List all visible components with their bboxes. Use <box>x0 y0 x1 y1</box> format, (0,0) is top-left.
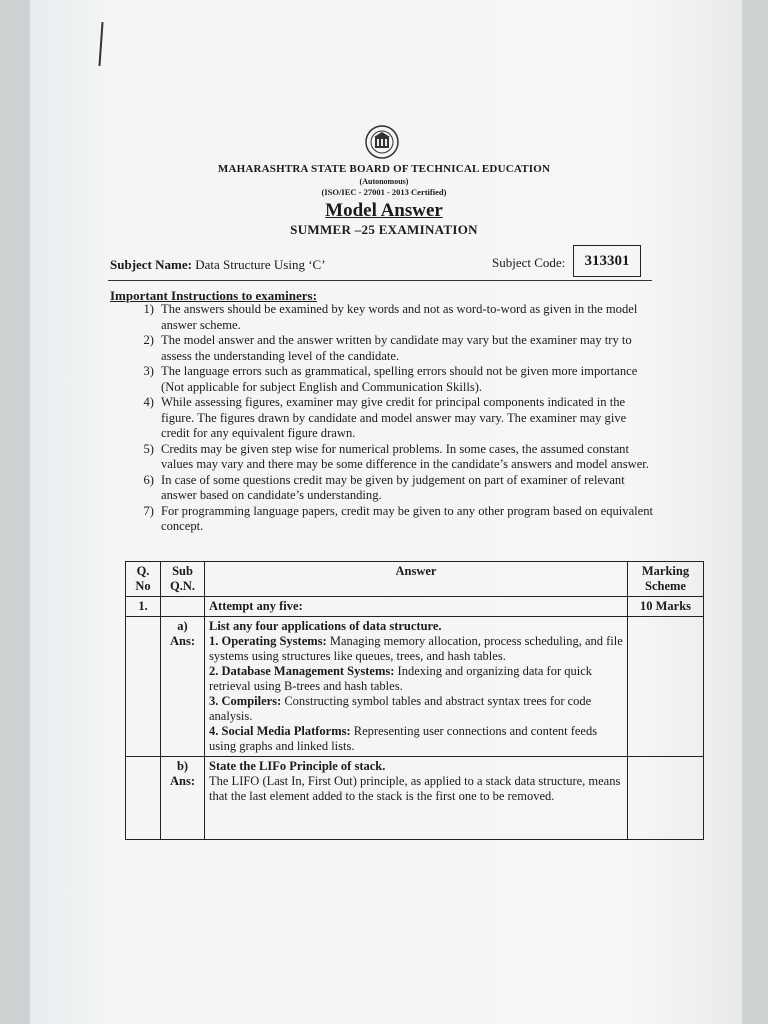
instruction-text: In case of some questions credit may be given by judgement on part of examiner of relevant answer based on candidate’s understanding. <box>161 472 625 502</box>
instruction-text: For programming language papers, credit may be given to any other program based on equivalent concept. <box>161 503 654 533</box>
sub-question-text: List any four applications of data structure. <box>209 619 442 633</box>
answer-point-body: Constructing symbol tables and abstract syntax trees for code analysis. <box>209 694 592 723</box>
msbte-emblem-icon <box>364 124 400 160</box>
answer-point-body: Indexing and organizing data for quick retrieval using B-trees and hash tables. <box>209 664 593 693</box>
marking-cell <box>628 757 704 840</box>
table-row <box>126 597 704 617</box>
instruction-number: 7) <box>143 503 154 518</box>
answer-point-heading: 3. Compilers: <box>209 694 282 708</box>
table-header-row <box>126 562 704 597</box>
instructions-title: Important Instructions to examiners: <box>110 288 317 303</box>
instruction-item <box>114 504 654 535</box>
instructions-list <box>114 302 654 535</box>
answer-cell <box>205 617 628 757</box>
sub-qn-cell <box>161 597 205 617</box>
header-sub-qn: Sub Q.N. <box>161 562 205 597</box>
sub-question-label: b) <box>176 759 189 773</box>
answer-point <box>209 664 623 694</box>
answer-cell <box>205 757 628 840</box>
header-answer: Answer <box>205 562 628 597</box>
sub-question-text: State the LIFo Principle of stack. <box>209 759 386 773</box>
instruction-number: 3) <box>143 364 154 378</box>
instruction-text: The answers should be examined by key words and not as word-to-word as given in the model answer scheme. <box>161 302 638 332</box>
instruction-number: 1) <box>143 302 154 316</box>
table-row <box>126 617 704 757</box>
subject-name-value: Data Structure Using ‘C’ <box>191 257 326 272</box>
instruction-item <box>114 364 654 395</box>
marking-cell <box>628 617 704 757</box>
subject-code-box: 313301 <box>573 245 641 277</box>
answer-point-heading: 1. Operating Systems: <box>209 634 327 648</box>
answer-point-heading: 2. Database Management Systems: <box>209 664 395 678</box>
document-title: Model Answer <box>325 200 443 221</box>
answer-point-body: Representing user connections and content feeds using graphs and linked lists. <box>209 724 598 753</box>
autonomous-note: (Autonomous) <box>359 177 409 186</box>
instruction-text: Credits may be given step wise for numerical problems. In some cases, the assumed constant values may vary and there may be some difference in the candidate’s answers and model answer. <box>161 441 649 471</box>
q-no-cell <box>126 757 161 840</box>
instruction-text: While assessing figures, examiner may give credit for principal components indicated in the figure. The figures drawn by candidate and model answer may vary. The examiner may give credit for any equivalent figure drawn. <box>161 395 627 440</box>
instruction-item <box>114 442 654 473</box>
instruction-number: 4) <box>143 395 154 409</box>
q-no-cell <box>126 617 161 757</box>
instruction-text: The language errors such as grammatical, spelling errors should not be given more importance (Not applicable for subject English and Communication Skills). <box>161 364 638 394</box>
question-marks: 10 Marks <box>628 597 704 617</box>
instruction-item <box>114 333 654 364</box>
instruction-text: The model answer and the answer written by candidate may vary but the examiner may try to assess the understanding level of the candidate. <box>161 333 632 363</box>
ans-label: Ans: <box>169 634 195 648</box>
answer-point <box>209 694 623 724</box>
sub-qn-cell <box>161 617 205 757</box>
iso-certification: (ISO/IEC - 27001 - 2013 Certified) <box>321 187 447 197</box>
instruction-item <box>114 395 654 442</box>
answer-point-body: Managing memory allocation, process scheduling, and file systems using structures like queues, trees, and hash tables. <box>209 634 623 663</box>
header-q-no: Q. No <box>126 562 161 597</box>
instruction-item <box>114 302 654 333</box>
answer-point-heading: 4. Social Media Platforms: <box>209 724 351 738</box>
answer-table <box>125 561 704 840</box>
instruction-number: 2) <box>143 333 154 347</box>
board-name: MAHARASHTRA STATE BOARD OF TECHNICAL EDUCATION <box>217 163 551 175</box>
instruction-item <box>114 473 654 504</box>
answer-point <box>209 724 623 754</box>
subject-code-label: Subject Code: <box>492 255 566 270</box>
ans-label: Ans: <box>169 774 195 788</box>
pen-mark <box>98 22 103 66</box>
question-title: Attempt any five: <box>205 597 628 617</box>
table-row <box>126 757 704 840</box>
sub-question-label: a) <box>177 619 188 633</box>
instruction-number: 6) <box>143 472 154 487</box>
exam-name: SUMMER –25 EXAMINATION <box>290 222 478 237</box>
sub-qn-cell <box>161 757 205 840</box>
subject-name <box>110 257 326 273</box>
header-marking-scheme: Marking Scheme <box>628 562 704 597</box>
instruction-number: 5) <box>143 441 154 456</box>
answer-point <box>209 634 623 664</box>
answer-text: The LIFO (Last In, First Out) principle, as applied to a stack data structure, means that the last element added to the stack is the first one to be removed. <box>209 774 621 803</box>
header-divider <box>108 280 652 281</box>
subject-name-label: Subject Name: <box>110 257 192 272</box>
question-number: 1. <box>126 597 161 617</box>
